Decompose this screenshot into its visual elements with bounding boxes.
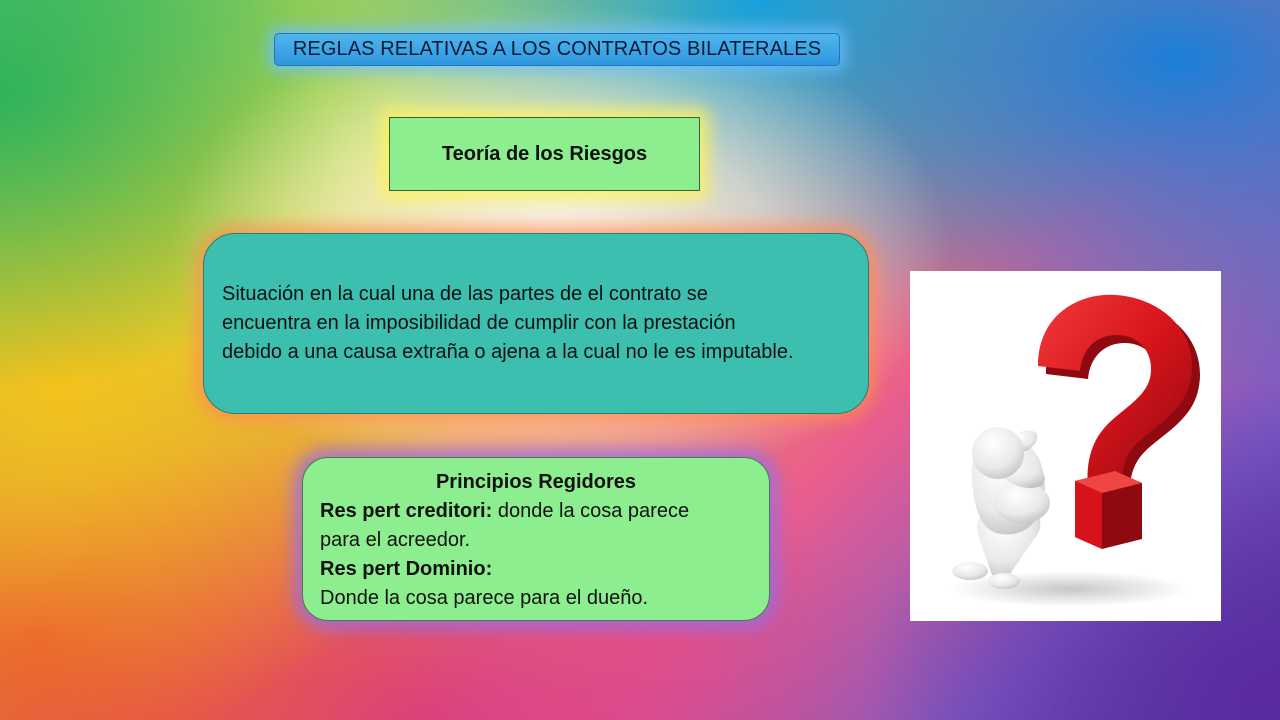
principles-heading: Principios Regidores <box>435 471 637 493</box>
topic-title: Teoría de los Riesgos <box>441 142 648 165</box>
principle-rule-1-label: Res pert creditori: <box>320 500 493 522</box>
principle-rule-1 <box>320 497 752 526</box>
principle-rule-2-text: Donde la cosa parece para el dueño. <box>320 587 649 609</box>
definition-line: encuentra en la imposibilidad de cumplir con la prestación <box>222 312 736 334</box>
illustration-svg <box>910 271 1221 621</box>
definition-line: debido a una causa extraña o ajena a la cual no le es imputable. <box>222 341 794 363</box>
principle-rule-1-text: donde la cosa parece <box>492 500 690 522</box>
thinking-person-question-mark-icon <box>910 271 1221 621</box>
topic-box <box>389 117 700 191</box>
principle-rule-2-label: Res pert Dominio: <box>320 558 493 580</box>
principles-box <box>302 457 770 621</box>
definition-line: Situación en la cual una de las partes de el contrato se <box>222 283 708 305</box>
principle-rule-1-cont: para el acreedor. <box>320 529 471 551</box>
definition-text <box>222 280 794 367</box>
slide-title-box <box>274 33 840 66</box>
definition-box <box>203 233 869 414</box>
slide-title: REGLAS RELATIVAS A LOS CONTRATOS BILATERALES <box>292 38 822 60</box>
